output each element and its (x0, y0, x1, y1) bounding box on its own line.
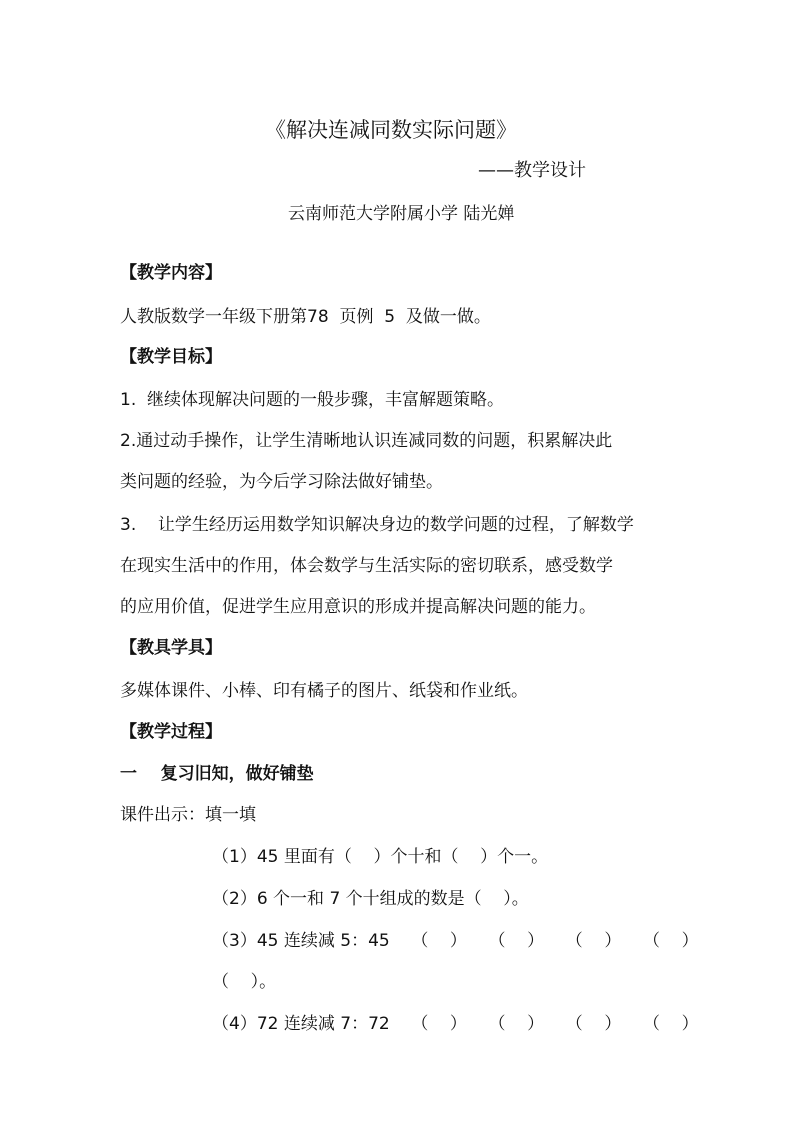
goal-2-line-2: 类问题的经验，为今后学习除法做好铺垫。 (120, 472, 443, 492)
question-4: （4）72 连续减 7：72 （ ） （ ） （ ） （ ） (212, 1014, 699, 1034)
question-2: （2）6 个一和 7 个十组成的数是（ ）。 (212, 889, 529, 909)
process-step-1: 一 复习旧知，做好铺垫 (120, 764, 314, 784)
section-heading-content: 【教学内容】 (120, 263, 222, 283)
question-3: （3）45 连续减 5：45 （ ） （ ） （ ） （ ） (212, 931, 699, 951)
section-heading-goals: 【教学目标】 (120, 347, 222, 367)
courseware-intro: 课件出示：填一填 (120, 805, 256, 825)
document-subtitle: ——教学设计 (478, 160, 586, 181)
goal-3-line-1: 3. 让学生经历运用数学知识解决身边的数学问题的过程，了解数学 (120, 515, 634, 535)
document-title: 《解决连减同数实际问题》 (265, 118, 517, 142)
goal-2-line-1: 2.通过动手操作，让学生清晰地认识连减同数的问题，积累解决此 (120, 431, 613, 451)
question-1: （1）45 里面有（ ）个十和（ ）个一。 (212, 847, 549, 867)
section-heading-process: 【教学过程】 (120, 722, 222, 742)
goal-3-line-3: 的应用价值，促进学生应用意识的形成并提高解决问题的能力。 (120, 597, 596, 617)
question-3-continued: （ ）。 (212, 972, 277, 992)
tools-text: 多媒体课件、小棒、印有橘子的图片、纸袋和作业纸。 (120, 681, 528, 701)
document-author: 云南师范大学附属小学 陆光婵 (288, 204, 515, 224)
goal-3-line-2: 在现实生活中的作用，体会数学与生活实际的密切联系，感受数学 (120, 556, 613, 576)
goal-1: 1. 继续体现解决问题的一般步骤，丰富解题策略。 (120, 390, 505, 410)
section-heading-tools: 【教具学具】 (120, 638, 222, 658)
content-text: 人教版数学一年级下册第78 页例 5 及做一做。 (120, 307, 491, 327)
